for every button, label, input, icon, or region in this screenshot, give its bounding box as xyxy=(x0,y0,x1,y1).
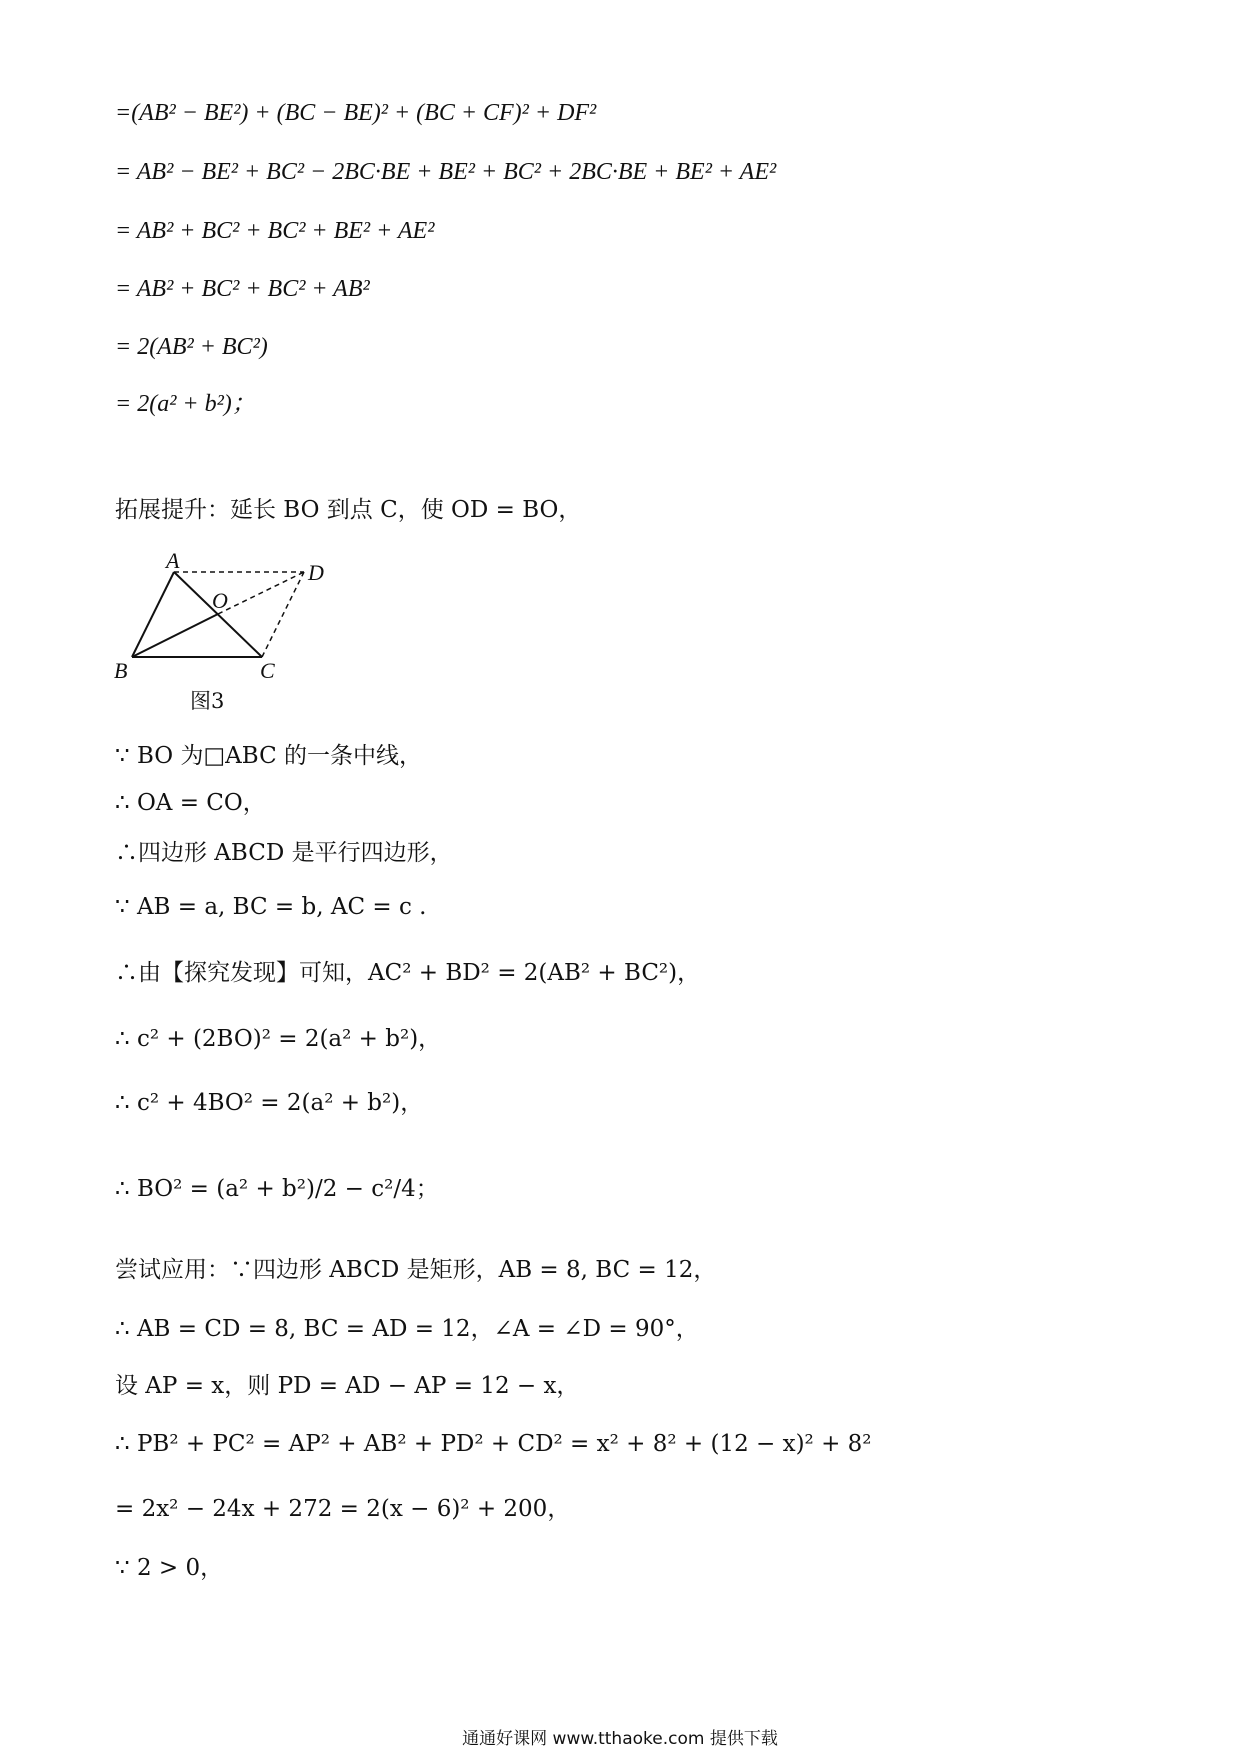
segment-OD-dashed xyxy=(218,572,304,614)
line-11: ∵ AB = a, BC = b, AC = c . xyxy=(115,894,427,920)
line-21: ∵ 2 > 0， xyxy=(115,1555,224,1581)
figure-caption: 图3 xyxy=(190,689,225,713)
line-6: = 2(a² + b²)； xyxy=(115,391,256,417)
line-18: 设 AP = x，则 PD = AD − AP = 12 − x， xyxy=(115,1373,580,1399)
label-C: C xyxy=(260,658,275,683)
line-15: ∴ BO² = (a² + b²)/2 − c²/4； xyxy=(115,1176,439,1202)
line-1: =(AB² − BE²) + (BC − BE)² + (BC + CF)² + DF² xyxy=(115,100,597,126)
line-5: = 2(AB² + BC²) xyxy=(115,334,268,360)
segment-AB xyxy=(132,572,174,657)
line-19: ∴ PB² + PC² = AP² + AB² + PD² + CD² = x² + 8² + (12 − x)² + 8² xyxy=(115,1431,872,1457)
label-D: D xyxy=(308,560,324,585)
segment-CD-dashed xyxy=(262,572,304,657)
line-9: ∴ OA = CO， xyxy=(115,790,266,816)
line-14: ∴ c² + 4BO² = 2(a² + b²)， xyxy=(115,1090,424,1116)
line-10: ∴四边形 ABCD 是平行四边形， xyxy=(115,840,453,866)
parallelogram-figure xyxy=(110,548,370,718)
line-4: = AB² + BC² + BC² + AB² xyxy=(115,276,370,302)
line-20: = 2x² − 24x + 272 = 2(x − 6)² + 200， xyxy=(115,1496,571,1522)
label-B: B xyxy=(114,658,128,683)
segment-BO xyxy=(132,614,218,657)
line-3: = AB² + BC² + BC² + BE² + AE² xyxy=(115,218,435,244)
line-13: ∴ c² + (2BO)² = 2(a² + b²)， xyxy=(115,1026,442,1052)
label-O: O xyxy=(212,588,228,613)
line-16: 尝试应用：∵四边形 ABCD 是矩形，AB = 8, BC = 12， xyxy=(115,1257,717,1283)
line-17: ∴ AB = CD = 8, BC = AD = 12，∠A = ∠D = 90°， xyxy=(115,1316,699,1342)
label-A: A xyxy=(166,548,180,573)
line-8: ∵ BO 为□ABC 的一条中线， xyxy=(115,743,423,769)
line-2: = AB² − BE² + BC² − 2BC·BE + BE² + BC² + 2BC·BE + BE² + AE² xyxy=(115,159,777,185)
footer-watermark: 通通好课网 www.tthaoke.com 提供下载 xyxy=(462,1729,778,1749)
line-12: ∴由【探究发现】可知，AC² + BD² = 2(AB² + BC²)， xyxy=(115,960,701,986)
line-7: 拓展提升：延长 BO 到点 C，使 OD = BO， xyxy=(115,497,582,523)
